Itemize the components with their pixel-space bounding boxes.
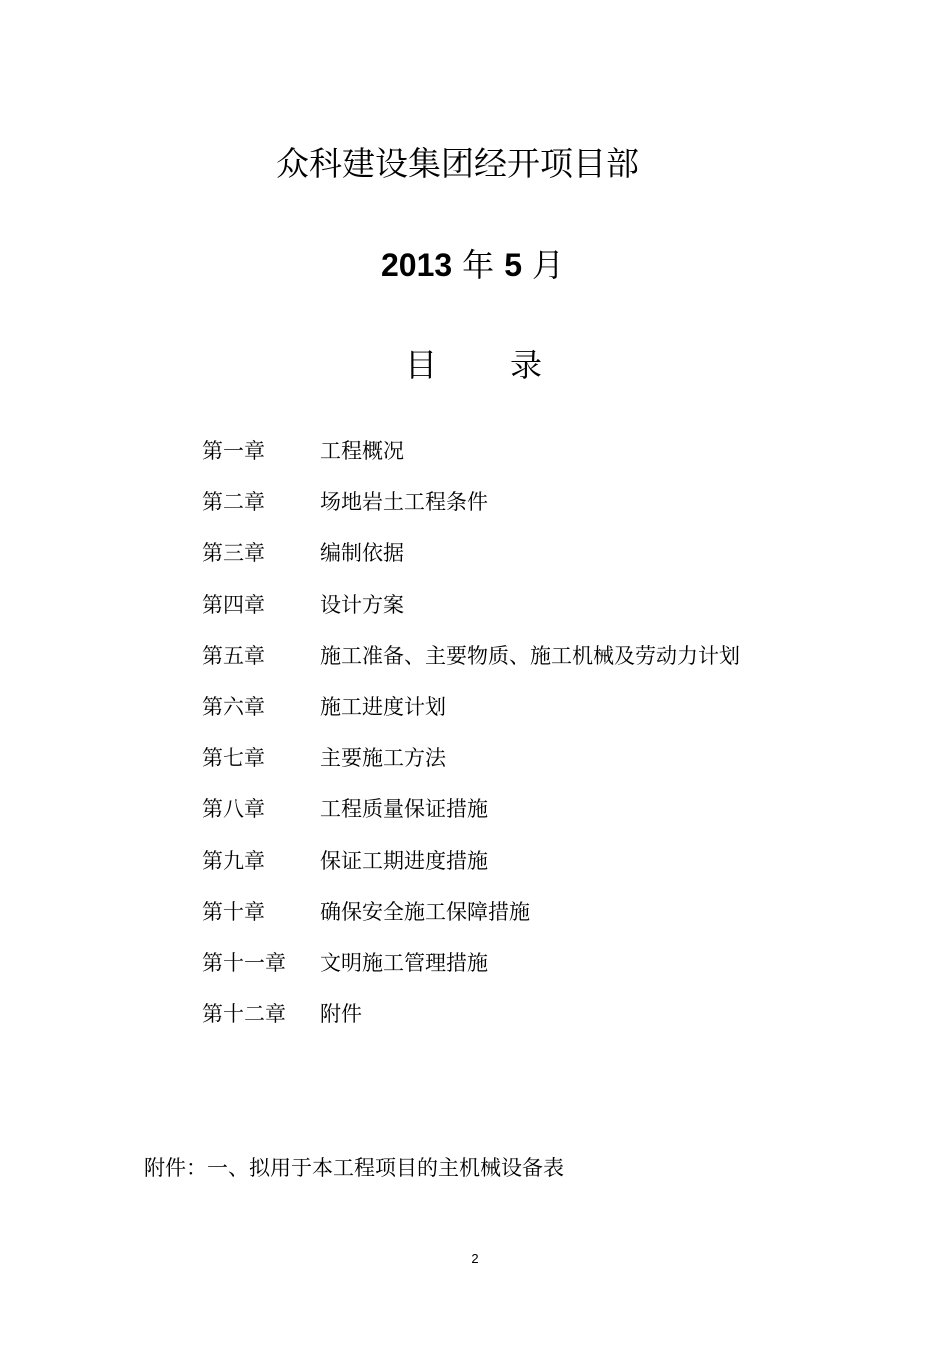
toc-chapter-number: 第三章 (202, 541, 265, 566)
toc-chapter-number: 第八章 (202, 797, 265, 822)
toc-chapter-title: 附件 (320, 1002, 362, 1027)
toc-item (202, 436, 740, 487)
toc-chapter-title: 工程概况 (320, 439, 404, 463)
toc-chapter-title: 保证工期进度措施 (320, 848, 488, 873)
toc-item (202, 999, 740, 1050)
toc-heading (0, 340, 950, 384)
toc-chapter-title: 施工进度计划 (320, 694, 446, 719)
toc-chapter-title: 主要施工方法 (320, 746, 446, 771)
toc-chapter-title: 文明施工管理措施 (320, 950, 488, 975)
toc-item (202, 641, 740, 692)
toc-item (202, 948, 740, 999)
toc-chapter-number: 第一章 (202, 439, 265, 463)
toc-item (202, 846, 740, 897)
toc-chapter-title: 工程质量保证措施 (320, 797, 488, 822)
toc-item (202, 487, 740, 538)
toc-chapter-number: 第六章 (202, 694, 265, 719)
toc-chapter-number: 第十章 (202, 899, 265, 924)
toc-heading-char-1: 目 (405, 346, 438, 384)
toc-chapter-title: 编制依据 (320, 541, 404, 566)
toc-heading-char-2: 录 (510, 346, 543, 384)
organization-title: 众科建设集团经开项目部 (276, 144, 639, 183)
document-date (0, 240, 945, 286)
toc-item (202, 897, 740, 948)
toc-item (202, 794, 740, 845)
date-month-unit: 月 (531, 246, 564, 284)
table-of-contents (202, 436, 740, 1050)
toc-chapter-title: 设计方案 (320, 592, 404, 617)
toc-chapter-number: 第二章 (202, 490, 265, 515)
toc-chapter-title: 施工准备、主要物质、施工机械及劳动力计划 (320, 643, 740, 668)
toc-item (202, 743, 740, 794)
page-number: 2 (471, 1251, 479, 1266)
toc-chapter-number: 第五章 (202, 643, 265, 668)
toc-item (202, 590, 740, 641)
toc-chapter-number: 第九章 (202, 848, 265, 873)
toc-item (202, 538, 740, 589)
date-year: 2013 (380, 247, 453, 283)
toc-chapter-title: 场地岩土工程条件 (320, 490, 488, 515)
toc-chapter-number: 第四章 (202, 592, 265, 617)
toc-chapter-title: 确保安全施工保障措施 (320, 899, 530, 924)
date-month: 5 (504, 247, 522, 283)
appendix-note: 附件：一、拟用于本工程项目的主机械设备表 (144, 1156, 564, 1180)
toc-chapter-number: 第十二章 (202, 1002, 286, 1027)
toc-chapter-number: 第七章 (202, 746, 265, 771)
date-year-unit: 年 (462, 246, 495, 284)
toc-item (202, 692, 740, 743)
toc-chapter-number: 第十一章 (202, 950, 286, 975)
